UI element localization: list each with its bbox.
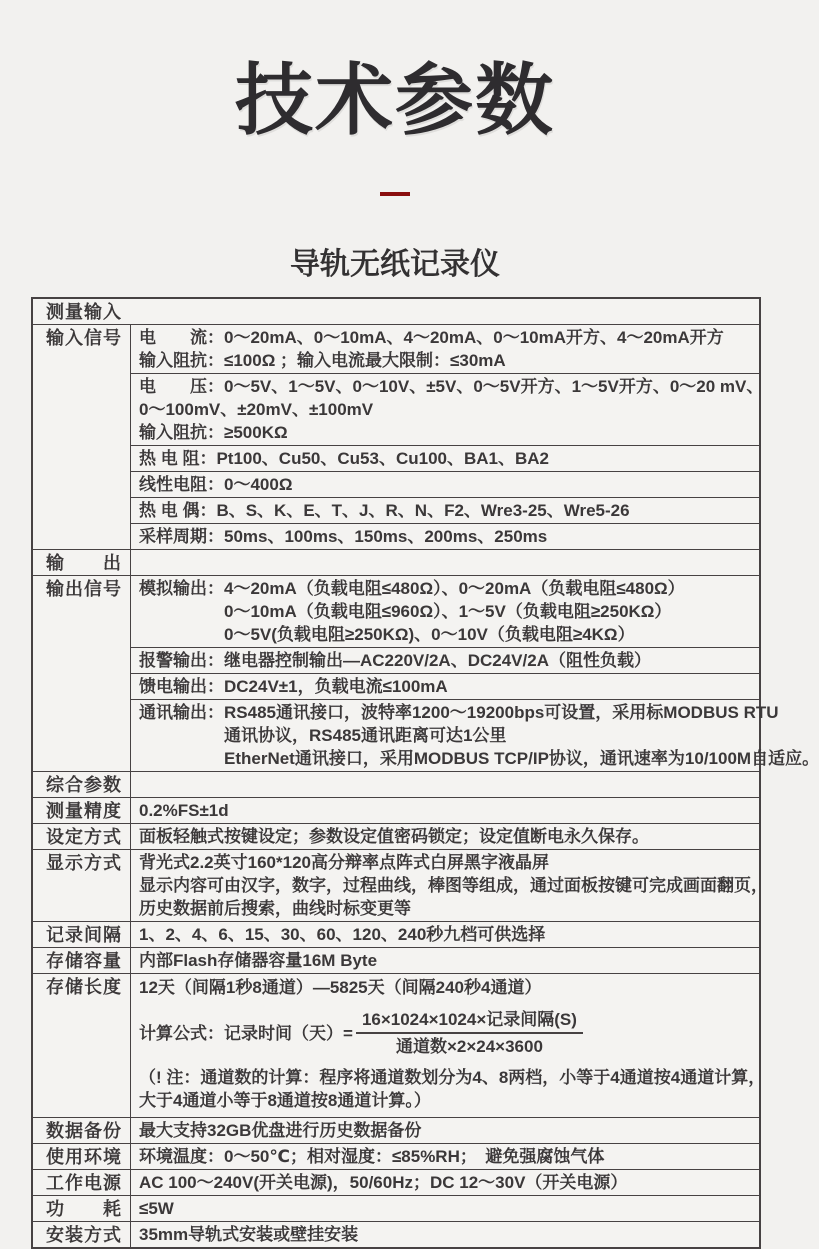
spec-subrow [131,325,759,373]
spec-label: 存储长度 [46,977,122,997]
table-row [33,1169,759,1195]
spec-line: 采样周期：50ms、100ms、150ms、200ms、250ms [139,527,548,546]
spec-label: 显示方式 [46,853,122,873]
spec-label: 输 出 [46,553,122,573]
spec-value [130,1118,759,1143]
spec-subrow [131,647,759,673]
spec-value [130,850,768,921]
table-row [33,549,759,575]
spec-line: 背光式2.2英寸160*120高分辩率点阵式白屏黑字液晶屏 [139,853,549,872]
spec-label: 安装方式 [46,1225,122,1245]
table-row [33,771,759,797]
table-row [33,973,766,1117]
storage-formula [131,1009,759,1057]
spec-line: 内部Flash存储器容量16M Byte [139,951,378,970]
spec-line: 通讯输出：RS485通讯接口，波特率1200～19200bps可设置，采用标MODBUS RTU [139,703,779,722]
fraction [356,1009,583,1057]
spec-line: 模拟输出：4～20mA（负载电阻≤480Ω）、0～20mA（负载电阻≤480Ω） [139,579,685,598]
page-title: 技术参数 [234,56,555,144]
table-row [33,849,768,921]
spec-line: 线性电阻：0～400Ω [139,475,293,494]
spec-note: 大于4通道小等于8通道按8通道计算。） [139,1091,431,1110]
spec-note: （! 注：通道数的计算：程序将通道数划分为4、8两档，小等于4通道按4通道计算， [139,1068,766,1087]
spec-line: 环境温度：0～50℃；相对湿度：≤85%RH； 避免强腐蚀气体 [139,1147,605,1166]
spec-value [130,1144,759,1169]
spec-line: 0～5V(负载电阻≥250KΩ)、0～10V（负载电阻≥4KΩ） [139,625,635,644]
spec-value [130,550,759,575]
spec-line: 输入阻抗：≥500KΩ [139,423,288,442]
spec-line: EtherNet通讯接口，采用MODBUS TCP/IP协议，通讯速率为10/100M自适应。 [139,749,819,768]
page-subtitle: 导轨无纸记录仪 [290,248,500,281]
formula-label: 计算公式：记录时间（天）= [139,1023,353,1043]
spec-value [130,974,766,1117]
spec-line: 热 电 阻：Pt100、Cu50、Cu53、Cu100、BA1、BA2 [139,449,549,468]
spec-subrow [131,471,759,497]
spec-label: 使用环境 [46,1147,122,1167]
spec-label: 存储容量 [46,951,122,971]
spec-line: 显示内容可由汉字，数字，过程曲线，棒图等组成，通过面板按键可完成画面翻页， [139,876,768,895]
spec-value [130,576,819,771]
spec-line: 最大支持32GB优盘进行历史数据备份 [139,1121,422,1140]
spec-label: 测量输入 [46,302,122,322]
spec-line: 35mm导轨式安装或壁挂安装 [139,1225,359,1244]
spec-line: 报警输出：继电器控制输出—AC220V/2A、DC24V/2A（阻性负载） [139,651,651,670]
table-row [33,1195,759,1221]
spec-label: 设定方式 [46,827,122,847]
spec-label: 记录间隔 [46,925,122,945]
spec-label: 综合参数 [46,775,122,795]
spec-line: 12天（间隔1秒8通道）—5825天（间隔240秒4通道） [139,978,542,997]
table-row [33,299,759,324]
spec-label: 输入信号 [46,328,122,348]
table-row [33,797,759,823]
spec-line: 通讯协议，RS485通讯距离可达1公里 [139,726,507,745]
spec-value [130,798,759,823]
table-row [33,823,759,849]
spec-line: 输入阻抗：≤100Ω ；输入电流最大限制：≤30mA [139,351,506,370]
spec-subrow [131,673,759,699]
spec-label: 测量精度 [46,801,122,821]
spec-line: ≤5W [139,1199,174,1218]
spec-line: 电 压：0～5V、1～5V、0～10V、±5V、0～5V开方、1～5V开方、0～20 mV、 [139,377,764,396]
spec-line: 电 流：0～20mA、0～10mA、4～20mA、0～10mA开方、4～20mA开方 [139,328,724,347]
spec-line: AC 100～240V(开关电源)，50/60Hz；DC 12～30V（开关电源） [139,1173,628,1192]
spec-value [130,1170,759,1195]
fraction-denominator: 通道数×2×24×3600 [395,1037,543,1056]
spec-subrow [131,523,759,549]
spec-subrow [131,576,759,647]
spec-line: 0.2%FS±1d [139,801,229,820]
spec-line: 0～100mV、±20mV、±100mV [139,400,374,419]
table-row [33,1143,759,1169]
table-row [33,921,759,947]
fraction-numerator: 16×1024×1024×记录间隔(S) [356,1009,583,1034]
table-row [33,947,759,973]
spec-subrow [131,699,819,771]
spec-subrow [131,373,764,445]
spec-label: 工作电源 [46,1173,122,1193]
spec-value [130,1196,759,1221]
spec-table [31,297,819,1249]
spec-value [130,1222,759,1247]
spec-value [130,922,759,947]
table-row [33,324,764,549]
spec-line: 面板轻触式按键设定；参数设定值密码锁定；设定值断电永久保存。 [139,827,649,846]
spec-label: 功 耗 [46,1199,122,1219]
accent-divider [380,192,410,196]
spec-line: 热 电 偶：B、S、K、E、T、J、R、N、F2、Wre3-25、Wre5-26 [139,501,630,520]
spec-value [130,824,759,849]
spec-value [130,948,759,973]
table-row [33,1221,759,1247]
spec-value [130,325,764,549]
spec-subrow [131,497,759,523]
spec-subrow [131,445,759,471]
spec-line: 0～10mA（负载电阻≤960Ω）、1～5V（负载电阻≥250KΩ） [139,602,672,621]
table-row [33,575,819,771]
spec-line: 1、2、4、6、15、30、60、120、240秒九档可供选择 [139,925,546,944]
spec-line: 历史数据前后搜索，曲线时标变更等 [139,899,411,918]
spec-label: 输出信号 [46,579,122,599]
spec-line: 馈电输出：DC24V±1，负载电流≤100mA [139,677,448,696]
spec-value [130,772,759,797]
table-row [33,1117,759,1143]
spec-label: 数据备份 [46,1121,122,1141]
